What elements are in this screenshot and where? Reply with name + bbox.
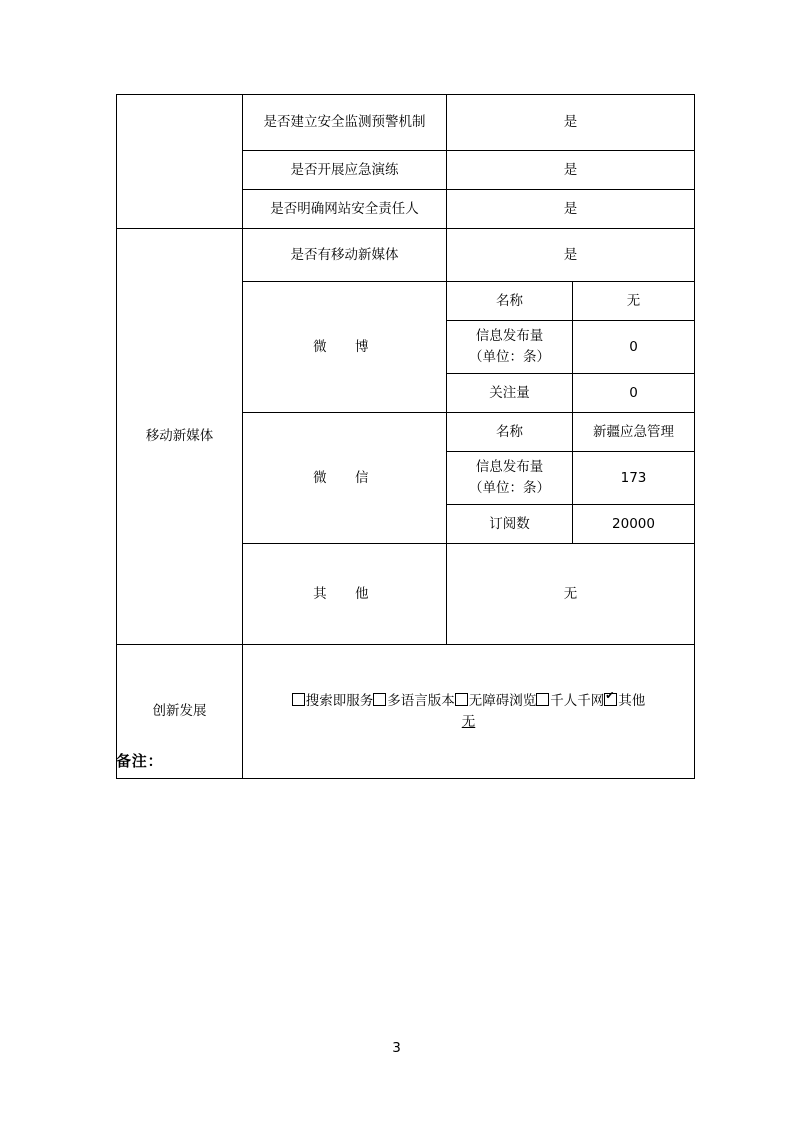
weibo-item-label-1-line1: 信息发布量 [475,328,544,345]
page-number: 3 [392,1040,401,1056]
weixin-item-value-2: 20000 [573,505,695,544]
other-media-value: 无 [447,544,695,645]
weibo-label: 微 博 [243,282,447,413]
weixin-item-label-1 [447,452,573,505]
weibo-item-label-0: 名称 [447,282,573,321]
table-row [117,95,695,151]
security-value-2: 是 [447,190,695,229]
table-row [117,229,695,282]
innovation-option-1-label: 多语言版本 [387,692,455,709]
has-mobile-media-value: 是 [447,229,695,282]
innovation-option-3[interactable] [536,693,604,709]
security-group-cell [117,95,243,229]
checkbox-icon[interactable] [536,693,549,706]
mobile-media-group-label: 移动新媒体 [117,229,243,645]
report-table [116,94,695,779]
innovation-options-cell [243,645,695,779]
weixin-item-label-2: 订阅数 [447,505,573,544]
innovation-other-text-line [248,712,689,733]
has-mobile-media-label: 是否有移动新媒体 [243,229,447,282]
weixin-label: 微 信 [243,413,447,544]
weibo-item-label-1-line2: （单位：条） [469,349,550,365]
checkbox-icon[interactable] [373,693,386,706]
checkbox-icon[interactable] [455,693,468,706]
innovation-group-label: 创新发展 [117,645,243,779]
weibo-item-value-2: 0 [573,374,695,413]
innovation-option-2[interactable] [455,693,537,709]
innovation-option-0[interactable] [292,693,374,709]
weibo-item-label-1 [447,321,573,374]
innovation-option-4[interactable] [604,693,645,709]
weixin-item-value-1: 173 [573,452,695,505]
innovation-other-text: 无 [461,713,476,730]
innovation-checkbox-list [248,691,689,712]
checkbox-checked-icon[interactable] [604,693,617,706]
weixin-item-label-1-line2: （单位：条） [469,480,550,496]
checkbox-icon[interactable] [292,693,305,706]
security-label-2: 是否明确网站安全责任人 [243,190,447,229]
security-label-0: 是否建立安全监测预警机制 [243,95,447,151]
weibo-item-value-0: 无 [573,282,695,321]
innovation-option-0-label: 搜索即服务 [305,692,374,709]
innovation-option-4-label: 其他 [618,692,646,709]
weixin-item-label-0: 名称 [447,413,573,452]
security-value-1: 是 [447,151,695,190]
innovation-option-1[interactable] [373,693,455,709]
innovation-option-3-label: 千人千网 [550,692,605,709]
innovation-option-2-label: 无障碍浏览 [468,692,537,709]
weixin-item-label-1-line1: 信息发布量 [475,459,544,476]
table-row [117,645,695,779]
weibo-item-value-1: 0 [573,321,695,374]
weibo-item-label-2: 关注量 [447,374,573,413]
security-label-1: 是否开展应急演练 [243,151,447,190]
other-media-label: 其 他 [243,544,447,645]
remark-label: 备注： [116,752,164,770]
weixin-item-value-0: 新疆应急管理 [573,413,695,452]
security-value-0: 是 [447,95,695,151]
